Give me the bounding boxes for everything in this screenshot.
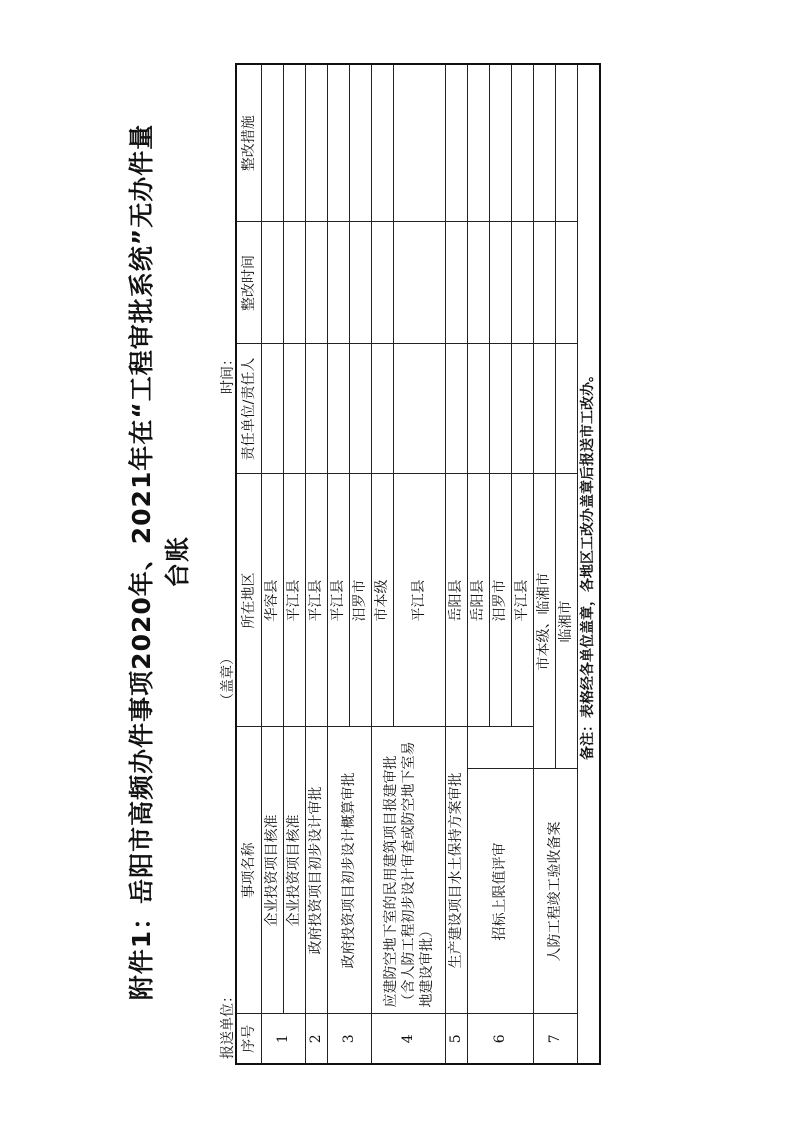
item-name: 企业投资项目核准 [284, 727, 306, 1014]
item-name: 政府投资项目初步设计概算审批 [328, 727, 372, 1014]
header-measures: 整改措施 [236, 64, 262, 222]
deadline-cell [490, 222, 512, 344]
deadline-cell [328, 222, 350, 344]
deadline-cell [556, 222, 578, 344]
region-cell: 岳阳县 [446, 474, 468, 727]
measures-cell [490, 64, 512, 222]
deadline-cell [512, 222, 534, 344]
deadline-cell [372, 222, 394, 344]
table-header-row [236, 64, 262, 1064]
seq-cell: 1 [262, 1014, 306, 1064]
item-name: 企业投资项目核准 [262, 727, 284, 1014]
responsible-cell [468, 344, 490, 474]
measures-cell [372, 64, 394, 222]
deadline-cell [350, 222, 372, 344]
table-row [446, 64, 468, 1064]
measures-cell [350, 64, 372, 222]
report-time [217, 158, 237, 394]
table-row [262, 64, 284, 1064]
measures-cell [446, 64, 468, 222]
region-cell: 华容县 [262, 474, 284, 727]
measures-cell [262, 64, 284, 222]
responsible-cell [490, 344, 512, 474]
deadline-cell [394, 222, 446, 344]
region-cell: 市本级 [372, 474, 394, 727]
reporting-unit-label: 报送单位： [220, 989, 236, 1059]
region-cell: 岳阳县 [468, 474, 490, 727]
header-seq: 序号 [236, 1014, 262, 1064]
deadline-cell [262, 222, 284, 344]
seq-cell: 7 [534, 1014, 578, 1064]
responsible-cell [350, 344, 372, 474]
item-name: 政府投资项目初步设计审批 [306, 727, 328, 1014]
seq-cell: 4 [372, 1014, 446, 1064]
table-row [468, 64, 490, 1064]
title-line-1: 附件1：岳阳市高频办件事项2020年、2021年在“工程审批系统”无办件量 [127, 123, 156, 1001]
seq-cell: 3 [328, 1014, 372, 1064]
responsible-cell [372, 344, 394, 474]
region-cell: 临湘市 [556, 474, 578, 769]
deadline-cell [284, 222, 306, 344]
reporting-unit [217, 735, 237, 1059]
measures-cell [534, 64, 556, 222]
measures-cell [284, 64, 306, 222]
seq-cell: 5 [446, 1014, 468, 1064]
responsible-cell [394, 344, 446, 474]
region-cell: 平江县 [306, 474, 328, 727]
ledger-table [235, 63, 601, 1065]
responsible-cell [328, 344, 350, 474]
table-row [306, 64, 328, 1064]
responsible-cell [306, 344, 328, 474]
measures-cell [306, 64, 328, 222]
responsible-cell [556, 344, 578, 474]
measures-cell [468, 64, 490, 222]
deadline-cell [534, 222, 556, 344]
item-name: 人防工程竣工验收备案 [534, 769, 578, 1014]
page-title [124, 62, 196, 1062]
deadline-cell [446, 222, 468, 344]
responsible-cell [262, 344, 284, 474]
item-name: 应建防空地下室的民用建筑项目报建审批（含人防工程初步设计审查或防空地下室易地建设审批） [372, 727, 446, 1014]
responsible-cell [534, 344, 556, 474]
table-row [328, 64, 350, 1064]
region-cell: 平江县 [512, 474, 534, 727]
region-cell: 市本级、临湘市 [534, 474, 556, 769]
table-row [534, 64, 556, 1064]
table-row [372, 64, 394, 1064]
measures-cell [394, 64, 446, 222]
deadline-cell [468, 222, 490, 344]
responsible-cell [446, 344, 468, 474]
header-responsible: 责任单位/责任人 [236, 344, 262, 474]
item-name: 招标上限值评审 [468, 769, 534, 1014]
region-cell: 汨罗市 [490, 474, 512, 727]
item-name-spacer [468, 727, 534, 769]
header-deadline: 整改时间 [236, 222, 262, 344]
seal-label: （盖章） [220, 651, 236, 707]
item-name: 生产建设项目水土保持方案审批 [446, 727, 468, 1014]
measures-cell [328, 64, 350, 222]
region-cell: 平江县 [394, 474, 446, 727]
region-cell: 汨罗市 [350, 474, 372, 727]
time-label: 时间： [220, 352, 236, 394]
region-cell: 平江县 [284, 474, 306, 727]
table-note-row [578, 64, 601, 1064]
table-note: 备注：表格经各单位盖章，各地区工改办盖章后报送市工改办。 [578, 64, 601, 1064]
header-region: 所在地区 [236, 474, 262, 727]
seq-cell: 6 [468, 1014, 534, 1064]
header-name: 事项名称 [236, 727, 262, 1014]
measures-cell [556, 64, 578, 222]
seq-cell: 2 [306, 1014, 328, 1064]
title-line-2: 台账 [163, 536, 192, 589]
measures-cell [512, 64, 534, 222]
deadline-cell [306, 222, 328, 344]
region-cell: 平江县 [328, 474, 350, 727]
responsible-cell [284, 344, 306, 474]
responsible-cell [512, 344, 534, 474]
table-row [284, 64, 306, 1064]
